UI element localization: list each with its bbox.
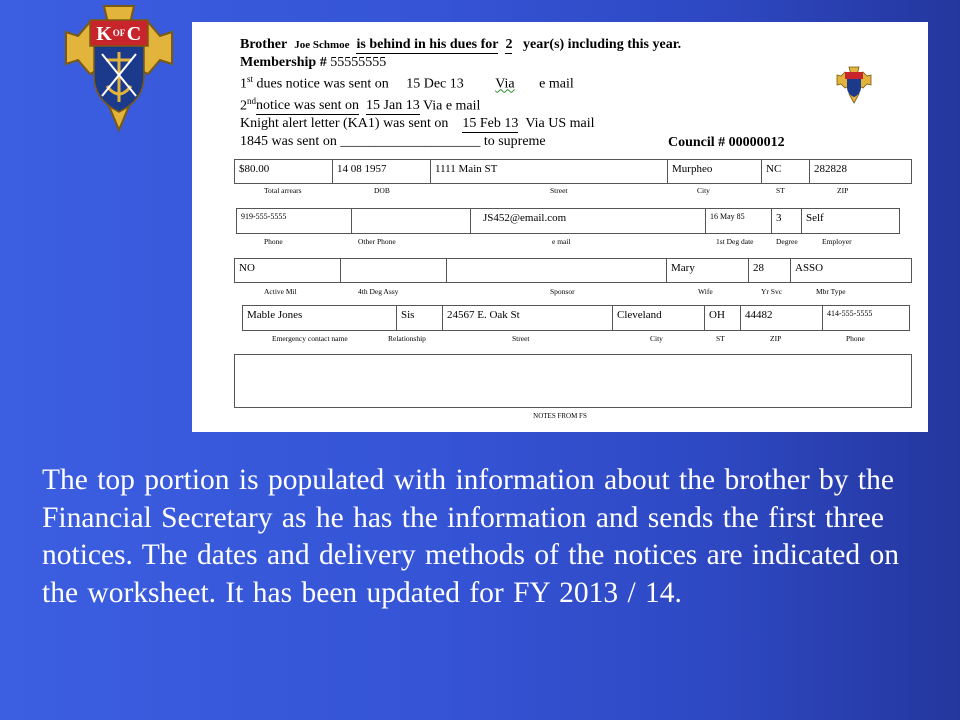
member-contact-row	[236, 208, 900, 234]
knight-alert-text: Knight alert letter (KA1) was sent on	[240, 116, 449, 132]
emergency-contact-labels	[234, 334, 910, 344]
membership-number: 55555555	[330, 55, 387, 70]
employer-label: Employer	[822, 237, 852, 246]
second-notice-sup: nd	[247, 95, 256, 106]
first-notice-date: 15 Dec 13	[406, 76, 464, 92]
total-arrears-value: $80.00	[235, 160, 333, 183]
knight-alert-via: Via US mail	[525, 116, 595, 132]
dob-value: 14 08 1957	[333, 160, 431, 183]
first-notice-text: dues notice was sent on	[253, 76, 389, 92]
brother-name: Joe Schmoe	[294, 39, 350, 51]
emergency-contact-name-value: Mable Jones	[243, 306, 397, 330]
first-notice-line	[240, 71, 860, 93]
emergency-street-label: Street	[512, 334, 530, 343]
relationship-value: Sis	[397, 306, 443, 330]
form-1845-text: 1845 was sent on	[240, 134, 337, 150]
dues-worksheet	[192, 22, 928, 432]
second-notice-prefix: 2	[240, 98, 247, 114]
member-status-row	[234, 258, 912, 283]
city-label: City	[697, 186, 710, 195]
second-notice-text: notice was sent on	[256, 98, 360, 114]
phone-label: Phone	[264, 237, 283, 246]
form-1845-to: to supreme	[483, 134, 546, 150]
zip-label: ZIP	[837, 186, 849, 195]
emergency-zip-label: ZIP	[770, 334, 782, 343]
brother-line	[240, 36, 860, 54]
active-military-label: Active Mil	[264, 287, 297, 296]
email-label: e mail	[552, 237, 571, 246]
second-notice-date: 15 Jan 13	[366, 98, 420, 114]
member-address-labels	[234, 186, 910, 196]
fourth-degree-assembly-value	[341, 259, 447, 282]
state-value: NC	[762, 160, 810, 183]
years-behind: 2	[505, 37, 513, 52]
emergency-contact-name-label: Emergency contact name	[272, 334, 348, 343]
other-phone-value	[352, 209, 471, 233]
membership-line	[240, 54, 860, 71]
notes-box[interactable]	[234, 354, 912, 408]
member-type-value: ASSO	[795, 262, 824, 274]
total-arrears-label: Total arrears	[264, 186, 302, 195]
worksheet-header	[240, 36, 860, 150]
wife-value: Mary	[667, 259, 749, 282]
behind-text: is behind in his dues for	[356, 37, 499, 52]
second-notice-via: Via e mail	[422, 98, 481, 114]
knights-of-columbus-logo	[60, 2, 178, 132]
degree-label: Degree	[776, 237, 798, 246]
logo-letter-k: K	[96, 23, 112, 45]
logo-letter-c: C	[126, 23, 142, 45]
council-number: Council # 00000012	[668, 135, 785, 150]
member-type-label: Mbr Type	[816, 287, 846, 296]
zip-value: 282828	[814, 163, 847, 175]
member-address-row	[234, 159, 912, 184]
sponsor-value	[447, 259, 667, 282]
wife-label: Wife	[698, 287, 713, 296]
member-status-labels	[234, 287, 910, 297]
emergency-contact-row	[242, 305, 910, 331]
other-phone-label: Other Phone	[358, 237, 396, 246]
first-notice-via: Via	[495, 76, 515, 92]
emergency-state-label: ST	[716, 334, 725, 343]
emergency-city-label: City	[650, 334, 663, 343]
email-value: JS452@email.com	[471, 209, 706, 233]
knight-alert-date: 15 Feb 13	[462, 116, 519, 132]
second-notice-line	[240, 93, 860, 116]
first-degree-date-label: 1st Deg date	[716, 237, 754, 246]
degree-value: 3	[772, 209, 802, 233]
emergency-city-value: Cleveland	[613, 306, 705, 330]
first-notice-prefix: 1	[240, 76, 247, 92]
knight-alert-line	[240, 115, 860, 133]
slide-caption: The top portion is populated with information about the brother by the Financial Secretary as he has the information and sends the first three notices. The dates and delivery methods of the notices are indicated on the worksheet. It has been updated for FY 2013 / 14.	[42, 464, 900, 609]
first-notice-method: e mail	[539, 76, 574, 92]
form-1845-blank: ____________________	[340, 134, 481, 150]
phone-value: 919-555-5555	[237, 209, 352, 233]
member-contact-labels	[234, 237, 910, 247]
years-suffix: year(s) including this year.	[522, 37, 682, 52]
emergency-phone-label: Phone	[846, 334, 865, 343]
street-label: Street	[550, 186, 568, 195]
sponsor-label: Sponsor	[550, 287, 575, 296]
emergency-street-value: 24567 E. Oak St	[443, 306, 613, 330]
employer-value: Self	[806, 212, 824, 224]
notes-label: NOTES FROM FS	[533, 412, 587, 420]
logo-letter-of: OF	[112, 28, 126, 38]
emergency-state-value: OH	[705, 306, 741, 330]
fourth-degree-assembly-label: 4th Deg Assy	[358, 287, 399, 296]
membership-label: Membership #	[240, 55, 327, 70]
street-value: 1111 Main ST	[431, 160, 668, 183]
emergency-zip-value: 44482	[741, 306, 823, 330]
relationship-label: Relationship	[388, 334, 426, 343]
dob-label: DOB	[374, 186, 390, 195]
emergency-phone-value: 414-555-5555	[827, 309, 873, 318]
state-label: ST	[776, 186, 785, 195]
first-degree-date-value: 16 May 85	[706, 209, 772, 233]
brother-label: Brother	[240, 37, 288, 52]
years-service-label: Yr Svc	[761, 287, 783, 296]
years-service-value: 28	[749, 259, 791, 282]
active-military-value: NO	[235, 259, 341, 282]
first-notice-sup: st	[247, 74, 254, 84]
city-value: Murpheo	[668, 160, 762, 183]
